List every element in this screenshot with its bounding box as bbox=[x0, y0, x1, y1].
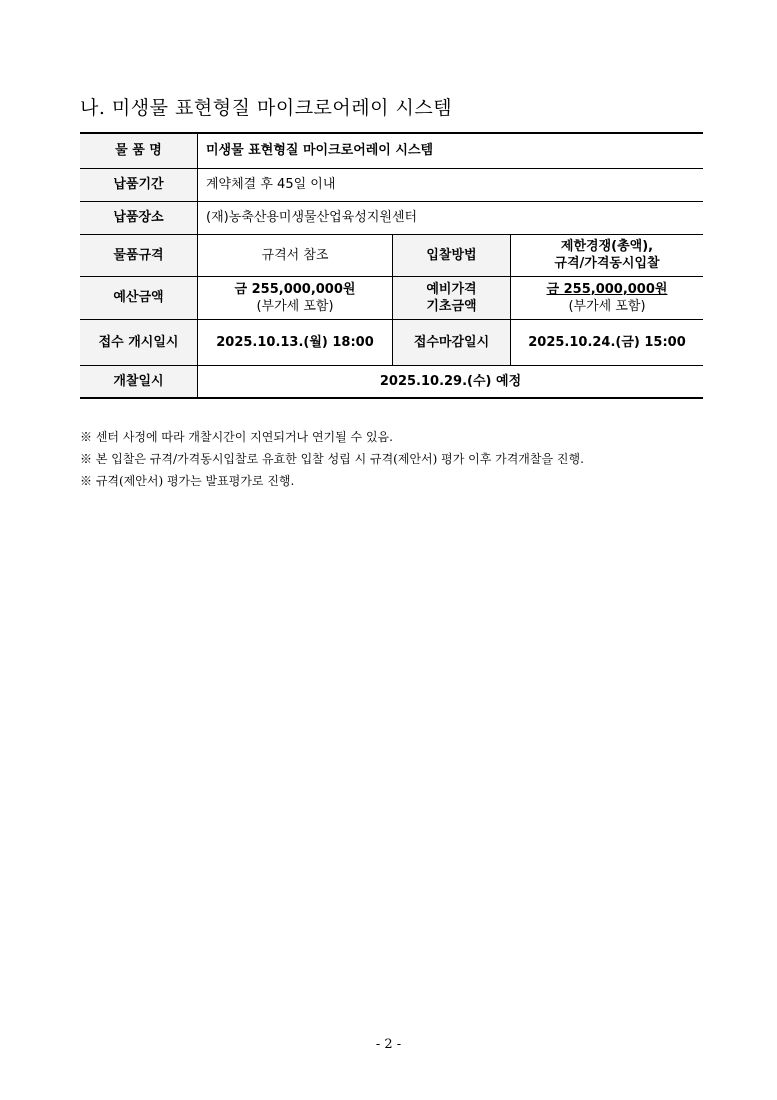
base-price-vat-note: (부가세 포함) bbox=[568, 298, 646, 314]
delivery-place-value: (재)농축산용미생물산업육성지원센터 bbox=[198, 201, 704, 234]
opening-label: 개찰일시 bbox=[80, 365, 198, 398]
table-row bbox=[80, 168, 703, 201]
bid-method-label: 입찰방법 bbox=[393, 234, 511, 276]
table-row bbox=[80, 365, 703, 398]
table-row bbox=[80, 276, 703, 319]
base-price-amount: 금 255,000,000원 bbox=[546, 281, 668, 297]
table-row bbox=[80, 133, 703, 168]
budget-amount: 금 255,000,000원 bbox=[234, 281, 356, 297]
budget-label: 예산금액 bbox=[80, 276, 198, 319]
procurement-table bbox=[80, 132, 703, 399]
item-name-label: 물 품 명 bbox=[80, 133, 198, 168]
section-title: 나. 미생물 표현형질 마이크로어레이 시스템 bbox=[80, 97, 453, 119]
base-price-label bbox=[393, 276, 511, 319]
note-item: ※ 규격(제안서) 평가는 발표평가로 진행. bbox=[80, 474, 295, 488]
note-item: ※ 센터 사정에 따라 개찰시간이 지연되거나 연기될 수 있음. bbox=[80, 430, 393, 444]
spec-label: 물품규격 bbox=[80, 234, 198, 276]
delivery-period-value: 계약체결 후 45일 이내 bbox=[198, 168, 704, 201]
receipt-end-label: 접수마감일시 bbox=[393, 319, 511, 365]
base-price-label-line-2: 기초금액 bbox=[426, 298, 477, 314]
delivery-place-label: 납품장소 bbox=[80, 201, 198, 234]
note-item: ※ 본 입찰은 규격/가격동시입찰로 유효한 입찰 성립 시 규격(제안서) 평가 이후 가격개찰을 진행. bbox=[80, 452, 584, 466]
table-row bbox=[80, 201, 703, 234]
base-price-value bbox=[511, 276, 704, 319]
table-row bbox=[80, 319, 703, 365]
spec-value: 규격서 참조 bbox=[198, 234, 393, 276]
table-row bbox=[80, 234, 703, 276]
bid-method-value bbox=[511, 234, 704, 276]
receipt-start-value: 2025.10.13.(월) 18:00 bbox=[198, 319, 393, 365]
bid-method-line-1: 제한경쟁(총액), bbox=[560, 239, 654, 254]
budget-value bbox=[198, 276, 393, 319]
receipt-end-value: 2025.10.24.(금) 15:00 bbox=[511, 319, 704, 365]
page-number: - 2 - bbox=[375, 1037, 402, 1052]
base-price-label-line-1: 예비가격 bbox=[426, 281, 477, 297]
delivery-period-label: 납품기간 bbox=[80, 168, 198, 201]
receipt-start-label: 접수 개시일시 bbox=[80, 319, 198, 365]
bid-method-line-2: 규격/가격동시입찰 bbox=[554, 256, 660, 271]
budget-vat-note: (부가세 포함) bbox=[256, 298, 334, 314]
notes-list bbox=[80, 426, 584, 492]
item-name-value: 미생물 표현형질 마이크로어레이 시스템 bbox=[198, 133, 704, 168]
opening-value: 2025.10.29.(수) 예정 bbox=[198, 365, 704, 398]
